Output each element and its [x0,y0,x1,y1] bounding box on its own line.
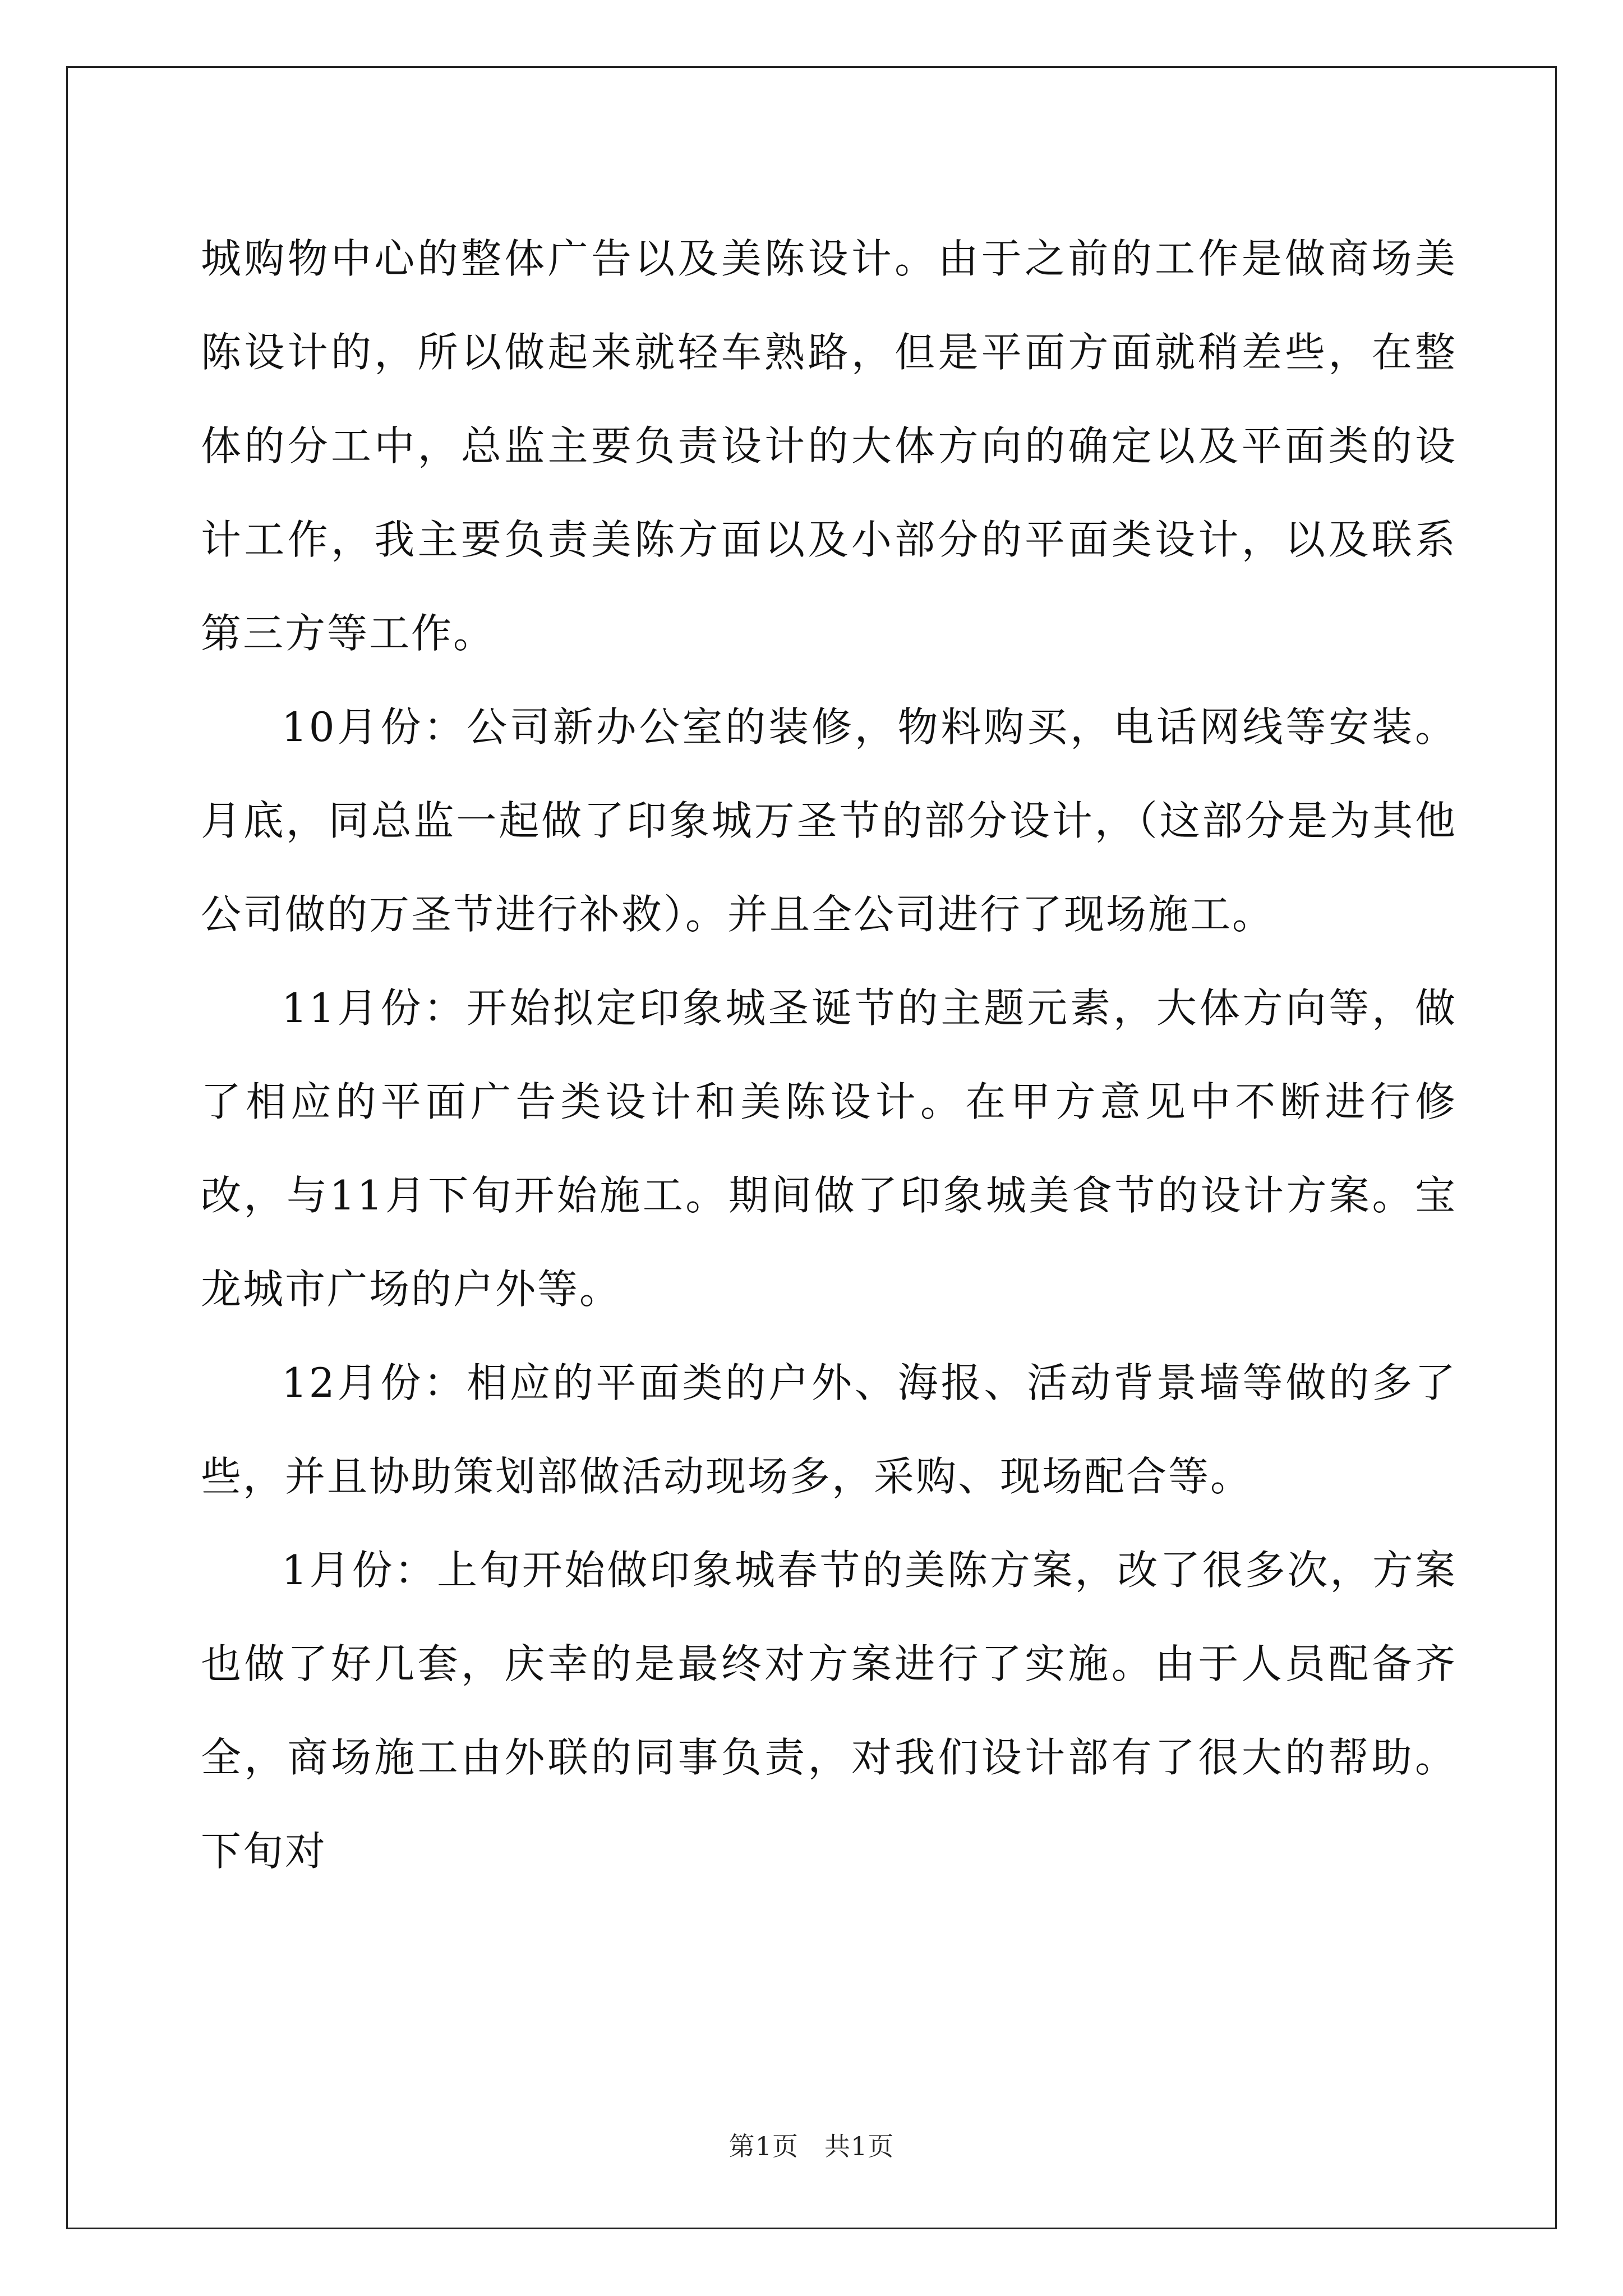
document-body [201,212,1457,1898]
page-total: 共1页 [824,2131,895,2161]
page-number: 第1页 [728,2131,799,2161]
page-footer [0,2126,1623,2163]
paragraph-november: 11月份：开始拟定印象城圣诞节的主题元素，大体方向等，做了相应的平面广告类设计和美陈设计。在甲方意见中不断进行修改，与11月下旬开始施工。期间做了印象城美食节的设计方案。宝龙城市广场的户外等。 [201,984,1457,1313]
paragraph-december: 12月份：相应的平面类的户外、海报、活动背景墙等做的多了些，并且协助策划部做活动现场多，采购、现场配合等。 [201,1359,1457,1500]
paragraph-october: 10月份：公司新办公室的装修，物料购买，电话网线等安装。月底，同总监一起做了印象城万圣节的部分设计，（这部分是为其他公司做的万圣节进行补救）。并且全公司进行了现场施工。 [201,703,1457,938]
paragraph-january: 1月份：上旬开始做印象城春节的美陈方案，改了很多次，方案也做了好几套，庆幸的是最终对方案进行了实施。由于人员配备齐全，商场施工由外联的同事负责，对我们设计部有了很大的帮助。下旬对 [201,1547,1457,1875]
paragraph-intro: 城购物中心的整体广告以及美陈设计。由于之前的工作是做商场美陈设计的，所以做起来就轻车熟路，但是平面方面就稍差些，在整体的分工中，总监主要负责设计的大体方向的确定以及平面类的设计工作，我主要负责美陈方面以及小部分的平面类设计，以及联系第三方等工作。 [201,235,1457,657]
